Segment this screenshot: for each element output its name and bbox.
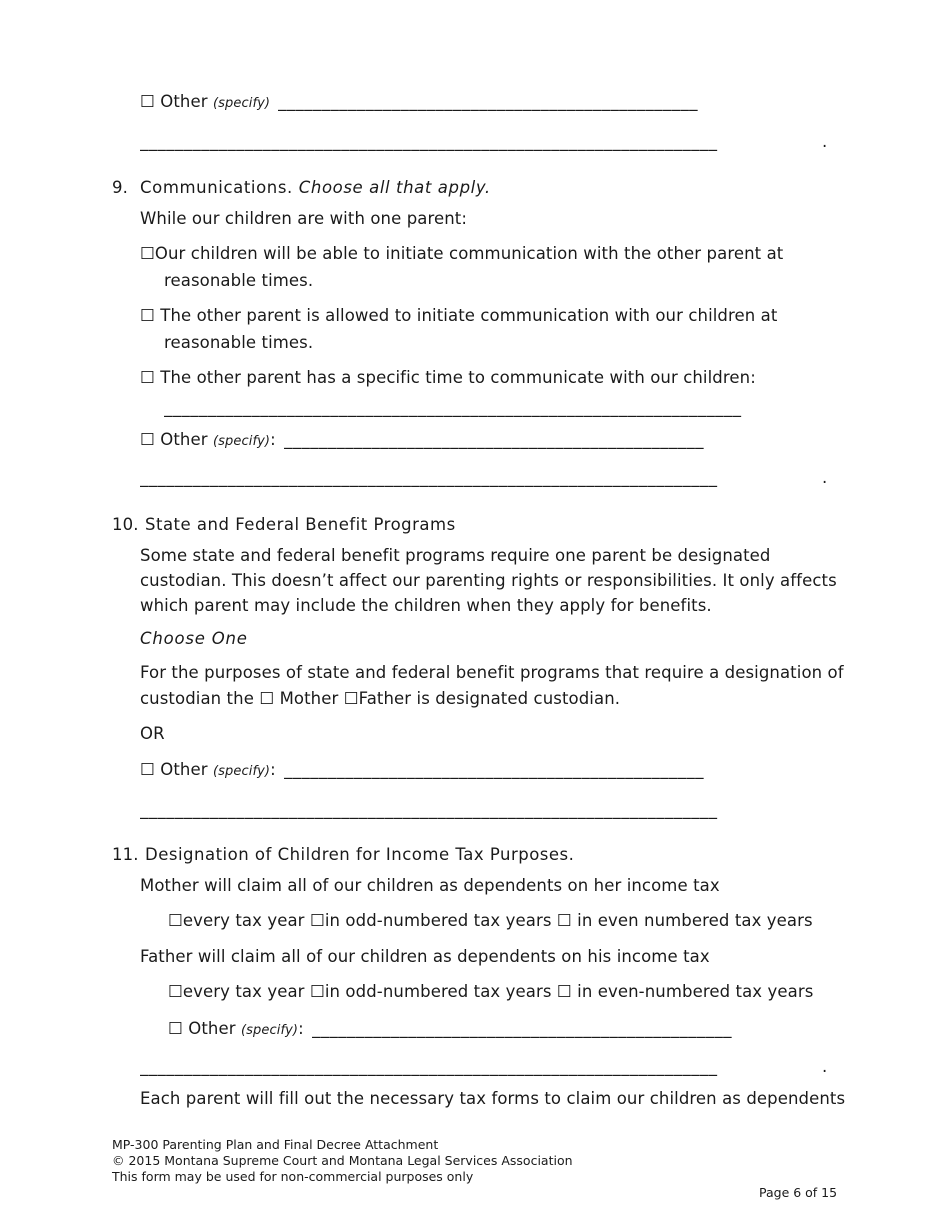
checkbox[interactable]: ☐ [140, 92, 155, 111]
section-9-option-3: ☐ The other parent has a specific time to communicate with our children: [140, 368, 756, 387]
checkbox[interactable]: ☐ [309, 911, 325, 930]
checkbox[interactable]: ☐ [168, 911, 183, 930]
section-11-father-options: ☐every tax year ☐in odd-numbered tax years ☐ in even-numbered tax years [168, 982, 814, 1001]
section-9-heading [140, 178, 491, 198]
prev-other-blank-2[interactable]: __________________________________________________________________ [140, 132, 718, 151]
footer-page-number: Page 6 of 15 [759, 1185, 838, 1200]
section-10-para-3: which parent may include the children when they apply for benefits. [140, 596, 712, 615]
section-11-each-parent: Each parent will fill out the necessary tax forms to claim our children as dependents [140, 1089, 846, 1108]
footer-copyright: © 2015 Montana Supreme Court and Montana Legal Services Association [112, 1153, 573, 1168]
section-10-para-2: custodian. This doesn’t affect our parenting rights or responsibilities. It only affects [140, 571, 837, 590]
section-10-other-option: ☐ Other (specify): [140, 760, 276, 779]
section-10-other-blank-2[interactable]: __________________________________________________________________ [140, 800, 718, 819]
prev-other-blank[interactable]: ________________________________________________ [278, 92, 698, 111]
checkbox[interactable]: ☐ [140, 760, 155, 779]
section-11-mother-line: Mother will claim all of our children as dependents on her income tax [140, 876, 720, 895]
section-10-number: 10. [112, 515, 139, 534]
section-10-choose-one: Choose One [140, 629, 248, 648]
section-9-number: 9. [112, 178, 128, 197]
section-11-other-option: ☐ Other (specify): [168, 1019, 304, 1038]
checkbox[interactable]: ☐ [140, 368, 155, 387]
section-11-other-blank-2[interactable]: __________________________________________________________________ [140, 1057, 718, 1076]
section-9-title: Communications. [140, 178, 293, 197]
section-9-option-2: ☐ The other parent is allowed to initiate communication with our children at [140, 306, 778, 325]
section-11-mother-options: ☐every tax year ☐in odd-numbered tax years ☐ in even numbered tax years [168, 911, 813, 930]
prev-other-option: ☐ Other (specify) [140, 92, 271, 111]
section-11-other-blank[interactable]: ________________________________________________ [312, 1019, 732, 1038]
section-9-option-2-cont: reasonable times. [164, 333, 314, 352]
section-11-father-line: Father will claim all of our children as dependents on his income tax [140, 947, 710, 966]
checkbox[interactable]: ☐ [556, 911, 572, 930]
checkbox[interactable]: ☐ [140, 306, 155, 325]
section-11-number: 11. [112, 845, 139, 864]
checkbox[interactable]: ☐ [343, 689, 359, 708]
section-9-time-blank[interactable]: __________________________________________________________________ [164, 398, 742, 417]
section-9-instruction: Choose all that apply. [298, 178, 491, 197]
period: . [822, 468, 828, 487]
section-9-other-option: ☐ Other (specify): [140, 430, 276, 449]
section-9-other-blank[interactable]: ________________________________________________ [284, 430, 704, 449]
checkbox[interactable]: ☐ [140, 430, 155, 449]
section-9-intro: While our children are with one parent: [140, 209, 468, 228]
section-10-title: State and Federal Benefit Programs [145, 515, 456, 534]
section-9-option-1: ☐Our children will be able to initiate communication with the other parent at [140, 244, 784, 263]
footer-usage: This form may be used for non-commercial purposes only [112, 1169, 474, 1184]
checkbox[interactable]: ☐ [140, 244, 155, 263]
checkbox[interactable]: ☐ [556, 982, 572, 1001]
checkbox[interactable]: ☐ [309, 982, 325, 1001]
section-11-title: Designation of Children for Income Tax Purposes. [145, 845, 575, 864]
footer-form-title: MP-300 Parenting Plan and Final Decree Attachment [112, 1137, 439, 1152]
section-10-or: OR [140, 724, 165, 743]
section-9-option-1-cont: reasonable times. [164, 271, 314, 290]
checkbox[interactable]: ☐ [168, 982, 183, 1001]
checkbox[interactable]: ☐ [259, 689, 275, 708]
section-10-para-1: Some state and federal benefit programs require one parent be designated [140, 546, 771, 565]
section-9-other-blank-2[interactable]: __________________________________________________________________ [140, 468, 718, 487]
section-10-other-blank[interactable]: ________________________________________________ [284, 760, 704, 779]
period: . [822, 132, 828, 151]
section-10-purpose-1: For the purposes of state and federal benefit programs that require a designation of [140, 663, 844, 682]
period: . [822, 1057, 828, 1076]
section-10-purpose-2: custodian the ☐ Mother ☐Father is designated custodian. [140, 689, 621, 708]
checkbox[interactable]: ☐ [168, 1019, 183, 1038]
